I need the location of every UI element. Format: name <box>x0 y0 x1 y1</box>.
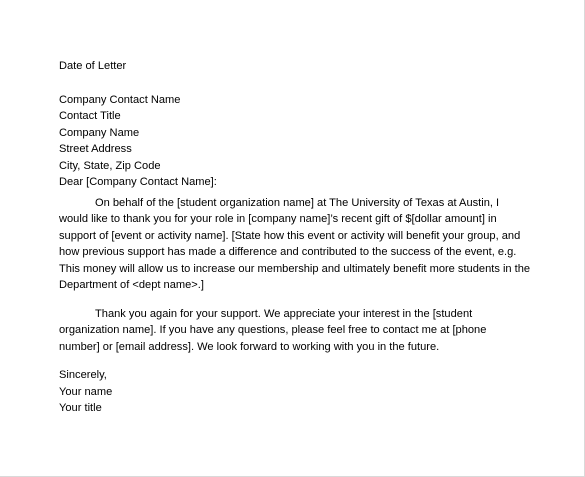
signature-name: Your name <box>59 385 113 398</box>
paragraph-1-line: how previous support has made a difference and contributed to the success of the event, e.g. <box>59 246 517 258</box>
recipient-company-name: Company Name <box>59 126 140 139</box>
paragraph-2-line: Thank you again for your support. We appreciate your interest in the [student <box>95 307 473 320</box>
recipient-street-address: Street Address <box>59 143 132 155</box>
recipient-contact-name: Company Contact Name <box>59 93 181 106</box>
paragraph-2-line: number] or [email address]. We look forward to working with you in the future. <box>59 340 440 353</box>
closing: Sincerely, <box>59 369 107 381</box>
paragraph-1-line: Department of <dept name>.] <box>59 279 204 291</box>
paragraph-1-line: On behalf of the [student organization name] at The University of Texas at Austin, I <box>95 196 500 209</box>
paragraph-2 <box>59 306 539 356</box>
paragraph-1-line: would like to thank you for your role in [company name]’s recent gift of $[dollar amount] in <box>59 213 497 225</box>
signature-title: Your title <box>59 402 102 414</box>
paragraph-1-line: This money will allow us to increase our membership and ultimately benefit more students in the <box>59 262 531 275</box>
recipient-city-state-zip: City, State, Zip Code <box>59 159 161 172</box>
spacer <box>59 355 539 367</box>
recipient-contact-title: Contact Title <box>59 110 121 122</box>
paragraph-1-line: support of [event or activity name]. [State how this event or activity will benefit your group, and <box>59 229 521 242</box>
letter-body <box>59 58 539 417</box>
paragraph-1 <box>59 195 539 294</box>
spacer <box>59 294 539 306</box>
paragraph-2-line: organization name]. If you have any questions, please feel free to contact me at [phone <box>59 324 487 336</box>
salutation: Dear [Company Contact Name]: <box>59 176 217 188</box>
letter-date: Date of Letter <box>59 60 127 72</box>
spacer <box>59 75 539 92</box>
